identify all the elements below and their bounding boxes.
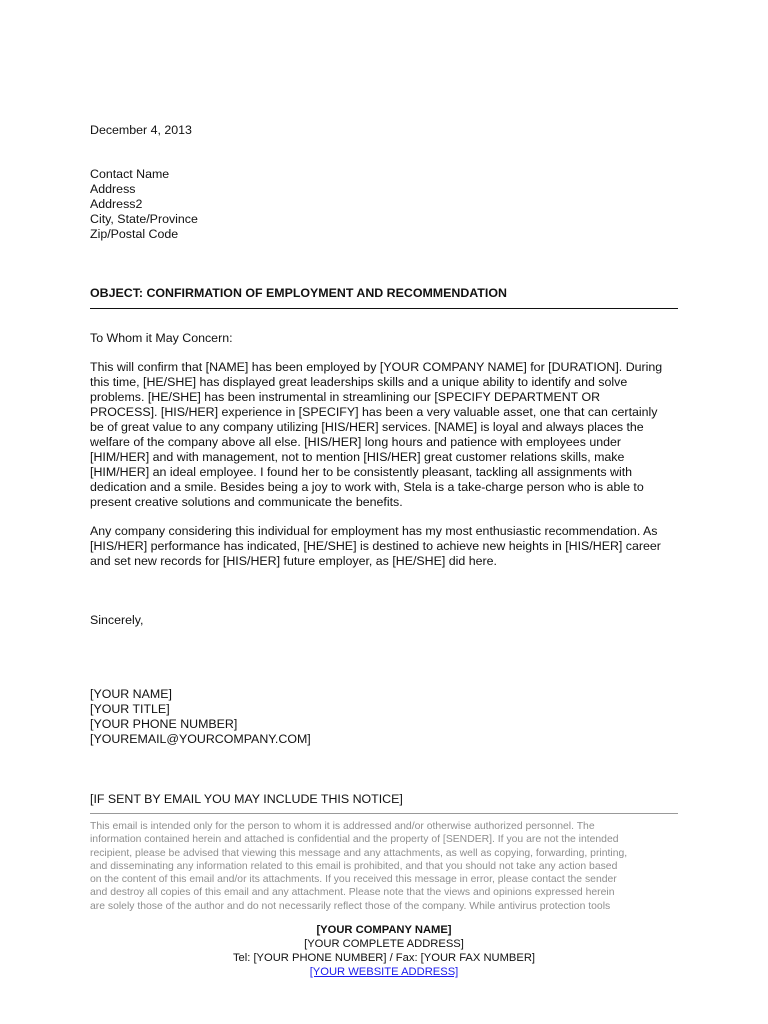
signature-line: [YOUR NAME] xyxy=(90,687,172,701)
footer-address: [YOUR COMPLETE ADDRESS] xyxy=(304,938,464,950)
disclaimer-line: and destroy all copies of this email and any attachment. Please note that the views and opinions expressed herein xyxy=(90,887,615,899)
recipient-line: Zip/Postal Code xyxy=(90,227,179,241)
greeting: To Whom it May Concern: xyxy=(90,331,233,345)
recipient-line: Contact Name xyxy=(90,167,170,181)
paragraph-line: this time, [HE/SHE] has displayed great leaderships skills and a unique ability to identify and solve xyxy=(90,375,628,389)
recipient-address xyxy=(90,167,198,242)
closing: Sincerely, xyxy=(90,613,144,627)
signature-line: [YOUR TITLE] xyxy=(90,702,170,716)
company-footer xyxy=(84,923,684,979)
footer-contact: Tel: [YOUR PHONE NUMBER] / Fax: [YOUR FAX NUMBER] xyxy=(232,952,536,964)
footer-company-name: [YOUR COMPANY NAME] xyxy=(316,924,452,936)
email-notice-label: [IF SENT BY EMAIL YOU MAY INCLUDE THIS NOTICE] xyxy=(90,792,403,806)
paragraph-line: [HIS/HER] performance has indicated, [HE/SHE] is destined to achieve new heights in [HIS/HER] career xyxy=(90,539,661,553)
paragraph-line: be of great value to any company utilizing [HIS/HER] services. [NAME] is loyal and always places the xyxy=(90,420,644,434)
paragraph-line: problems. [HE/SHE] has been instrumental in streamlining our [SPECIFY DEPARTMENT OR xyxy=(90,390,601,404)
notice-divider xyxy=(90,813,678,814)
paragraph-line: [HIM/HER] an ideal employee. I found her to be consistently pleasant, tackling all assignments with xyxy=(90,465,633,479)
disclaimer-line: recipient, please be advised that viewing this message and any attachments, as well as copying, forwarding, printing, xyxy=(90,847,628,859)
heading-divider xyxy=(90,308,678,309)
body-paragraph-1 xyxy=(90,360,678,510)
letter-date: December 4, 2013 xyxy=(90,123,192,137)
disclaimer-line: and disseminating any information related to this email is prohibited, and that you should not take any action based xyxy=(90,860,618,872)
disclaimer-line: on the content of this email and/or its attachments. If you received this message in error, please contact the sender xyxy=(90,874,617,886)
paragraph-line: welfare of the company above all else. [HIS/HER] long hours and patience with employees under xyxy=(90,435,622,449)
paragraph-line: This will confirm that [NAME] has been employed by [YOUR COMPANY NAME] for [DURATION]. During xyxy=(90,360,663,374)
paragraph-line: and set new records for [HIS/HER] future employer, as [HE/SHE] did here. xyxy=(90,554,498,568)
paragraph-line: Any company considering this individual for employment has my most enthusiastic recommendation. As xyxy=(90,524,658,538)
signature-block xyxy=(90,687,311,747)
disclaimer-line: This email is intended only for the person to whom it is addressed and/or otherwise authorized personnel. The xyxy=(90,821,595,832)
paragraph-line: dedication and a smile. Besides being a joy to work with, Stela is a take-charge person who is able to xyxy=(90,480,644,494)
object-heading: OBJECT: CONFIRMATION OF EMPLOYMENT AND RECOMMENDATION xyxy=(90,286,507,300)
recipient-line: Address xyxy=(90,182,136,196)
paragraph-line: [HIM/HER] and with management, not to mention [HIS/HER] great customer relations skills, make xyxy=(90,450,625,464)
recipient-line: Address2 xyxy=(90,197,143,211)
recipient-line: City, State/Province xyxy=(90,212,198,226)
disclaimer-line: information contained herein and attached is confidential and the property of [SENDER]. If you are not the intended xyxy=(90,834,619,846)
footer-website-link[interactable]: [YOUR WEBSITE ADDRESS] xyxy=(309,966,459,978)
email-disclaimer xyxy=(90,820,680,916)
signature-line: [YOUR PHONE NUMBER] xyxy=(90,717,238,731)
disclaimer-line: are solely those of the author and do not necessarily reflect those of the company. While antivirus protection tools xyxy=(90,900,611,912)
signature-line: [YOUREMAIL@YOURCOMPANY.COM] xyxy=(90,732,311,746)
paragraph-line: present creative solutions and communicate the benefits. xyxy=(90,495,403,509)
body-paragraph-2 xyxy=(90,524,678,569)
paragraph-line: PROCESS]. [HIS/HER] experience in [SPECIFY] has been a very valuable asset, one that can certainly xyxy=(90,405,658,419)
